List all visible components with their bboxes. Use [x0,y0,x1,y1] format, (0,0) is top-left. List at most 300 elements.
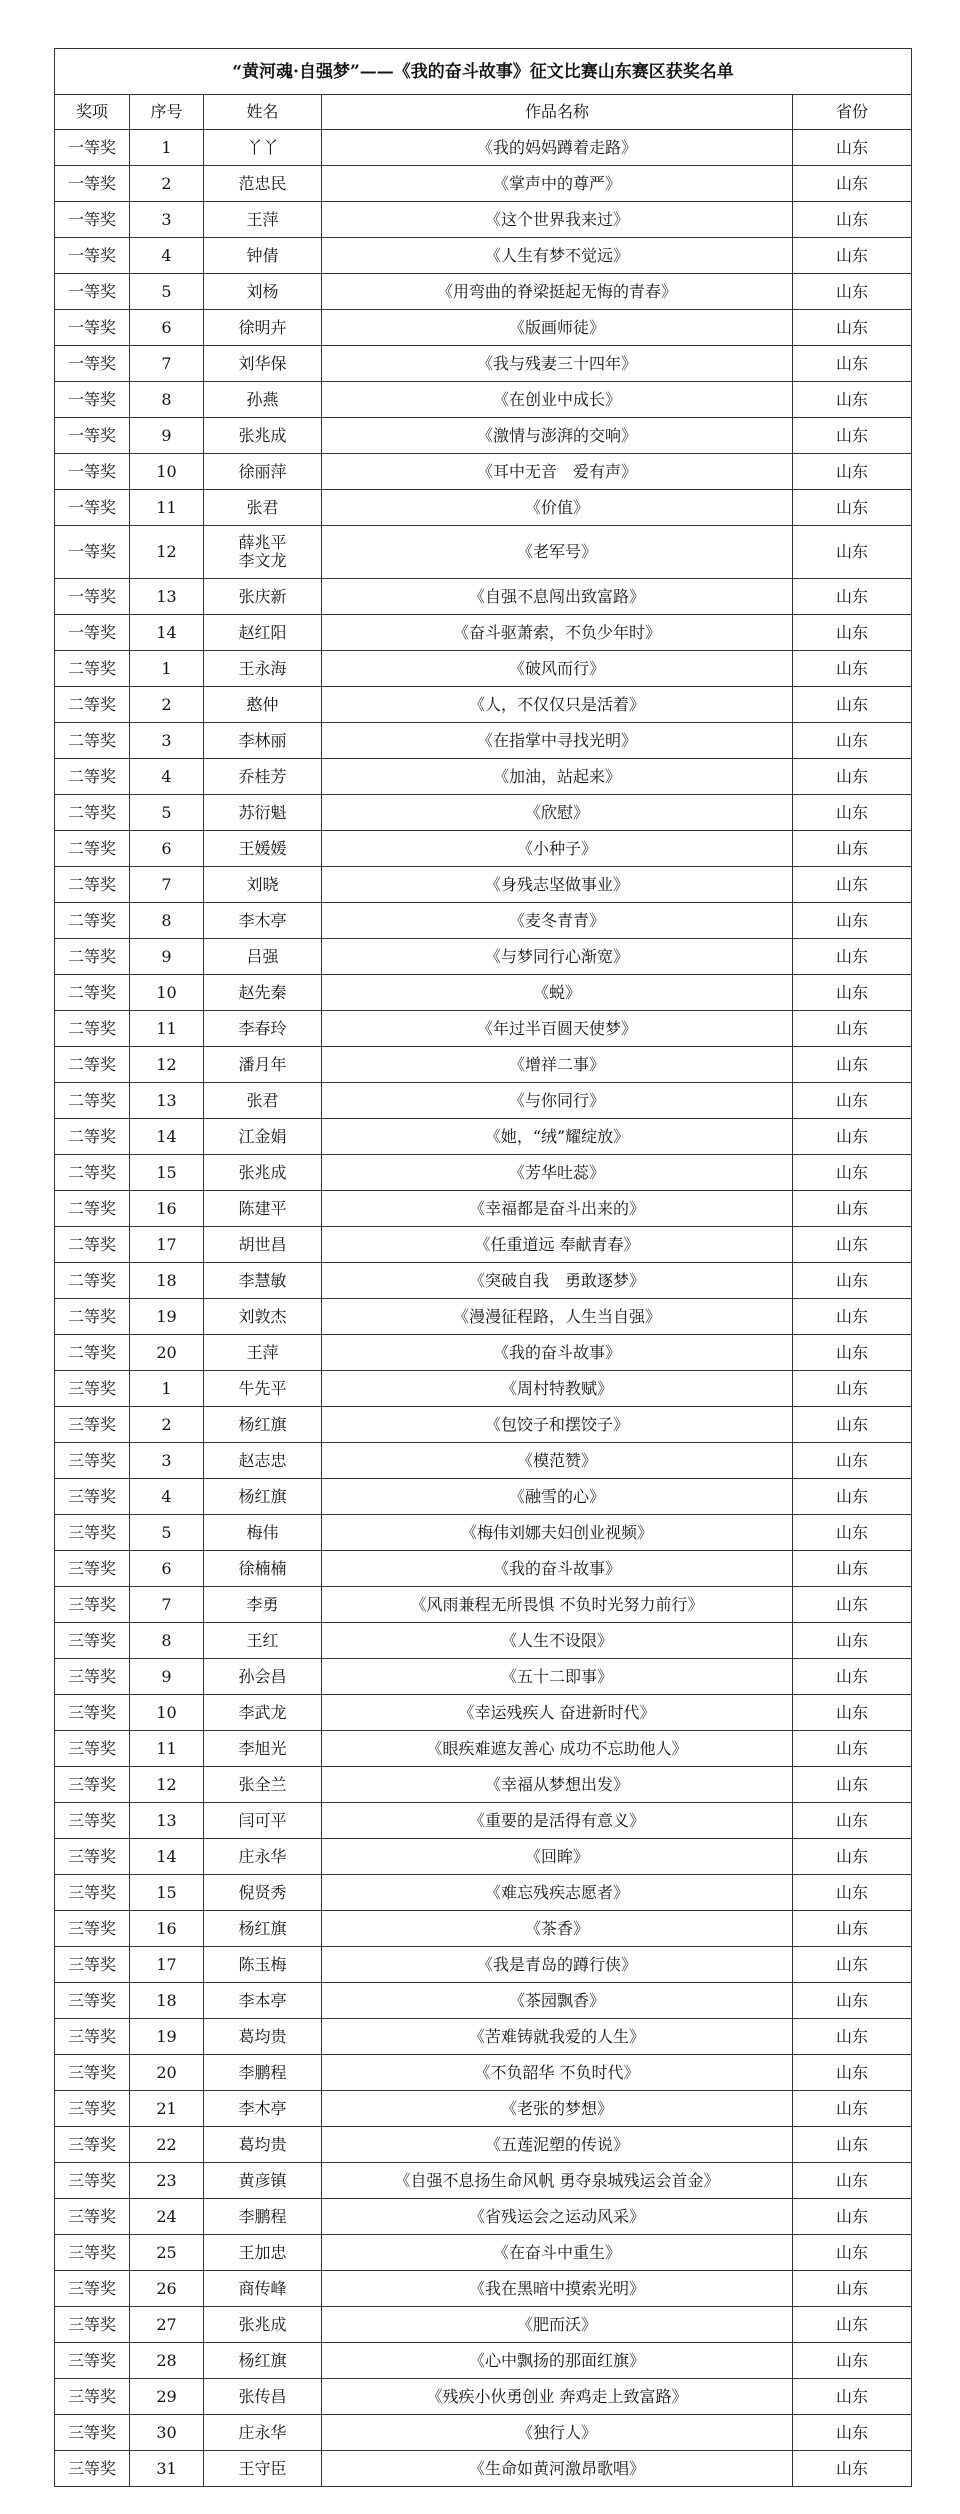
province-cell: 山东 [793,1335,912,1371]
award-cell: 三等奖 [55,2235,130,2271]
award-cell: 一等奖 [55,579,130,615]
name-cell [204,1515,322,1551]
number-cell: 23 [130,2163,204,2199]
number-cell: 27 [130,2307,204,2343]
name-cell [204,526,322,579]
number-cell: 1 [130,1371,204,1407]
work-title-cell: 《苦难铸就我爱的人生》 [322,2019,793,2055]
award-cell: 二等奖 [55,1335,130,1371]
participant-name: 黄彦镇 [238,2170,287,2190]
province-cell: 山东 [793,975,912,1011]
name-cell [204,1371,322,1407]
work-title-cell: 《她，“绒”耀绽放》 [322,1119,793,1155]
province-cell: 山东 [793,238,912,274]
work-title-cell: 《在奋斗中重生》 [322,2235,793,2271]
name-cell [204,795,322,831]
participant-name: 闫可平 [238,1810,287,1830]
number-cell: 3 [130,1443,204,1479]
table-row [55,2415,912,2451]
participant-name: 徐丽萍 [238,461,287,481]
participant-name: 李林丽 [238,730,287,750]
award-cell: 三等奖 [55,2127,130,2163]
province-cell: 山东 [793,310,912,346]
number-cell: 1 [130,651,204,687]
award-cell: 三等奖 [55,1407,130,1443]
table-row [55,130,912,166]
work-title-cell: 《我与残妻三十四年》 [322,346,793,382]
participant-name: 陈玉梅 [238,1954,287,1974]
award-cell: 二等奖 [55,1119,130,1155]
participant-name: 张兆成 [238,1162,287,1182]
number-cell: 20 [130,2055,204,2091]
number-cell: 11 [130,1731,204,1767]
table-row [55,2163,912,2199]
work-title-cell: 《梅伟刘娜夫妇创业视频》 [322,1515,793,1551]
work-title-cell: 《独行人》 [322,2415,793,2451]
award-cell: 三等奖 [55,1839,130,1875]
number-cell: 8 [130,903,204,939]
award-cell: 三等奖 [55,1911,130,1947]
name-cell [204,1659,322,1695]
award-cell: 二等奖 [55,1011,130,1047]
province-cell: 山东 [793,2199,912,2235]
province-cell: 山东 [793,130,912,166]
award-cell: 三等奖 [55,1731,130,1767]
province-cell: 山东 [793,1479,912,1515]
province-cell: 山东 [793,1803,912,1839]
participant-name: 胡世昌 [238,1234,287,1254]
name-cell [204,1875,322,1911]
award-table-body [55,49,912,2487]
work-title-cell: 《周村特教赋》 [322,1371,793,1407]
province-cell: 山东 [793,2271,912,2307]
title-row [55,49,912,95]
province-cell: 山东 [793,274,912,310]
number-cell: 22 [130,2127,204,2163]
table-row [55,1659,912,1695]
work-title-cell: 《省残运会之运动风采》 [322,2199,793,2235]
number-cell: 18 [130,1263,204,1299]
province-cell: 山东 [793,867,912,903]
table-row [55,1695,912,1731]
table-row [55,166,912,202]
name-cell [204,490,322,526]
number-cell: 12 [130,1767,204,1803]
participant-name: 徐明卉 [238,317,287,337]
table-row [55,2091,912,2127]
table-row [55,202,912,238]
table-row [55,310,912,346]
award-cell: 二等奖 [55,687,130,723]
award-cell: 一等奖 [55,526,130,579]
province-cell: 山东 [793,1911,912,1947]
name-cell [204,1443,322,1479]
name-cell [204,382,322,418]
participant-name: 王永海 [238,658,287,678]
award-list-sheet [54,48,911,2487]
participant-name: 张全兰 [238,1774,287,1794]
province-cell: 山东 [793,1839,912,1875]
province-cell: 山东 [793,687,912,723]
table-row [55,1191,912,1227]
award-cell: 二等奖 [55,939,130,975]
work-title-cell: 《突破自我 勇敢逐梦》 [322,1263,793,1299]
table-row [55,2127,912,2163]
award-cell: 二等奖 [55,1299,130,1335]
work-title-cell: 《自强不息扬生命风帆 勇夺泉城残运会首金》 [322,2163,793,2199]
work-title-cell: 《老张的梦想》 [322,2091,793,2127]
work-title-cell: 《自强不息闯出致富路》 [322,579,793,615]
table-row [55,1947,912,1983]
participant-name: 丫丫 [246,137,279,157]
number-cell: 3 [130,202,204,238]
province-cell: 山东 [793,2019,912,2055]
number-cell: 18 [130,1983,204,2019]
province-cell: 山东 [793,1551,912,1587]
number-cell: 14 [130,1839,204,1875]
number-cell: 4 [130,759,204,795]
participant-name: 杨红旗 [238,2350,287,2370]
name-cell [204,1479,322,1515]
province-cell: 山东 [793,939,912,975]
award-cell: 三等奖 [55,2343,130,2379]
award-cell: 三等奖 [55,1695,130,1731]
participant-name: 杨红旗 [238,1918,287,1938]
award-cell: 二等奖 [55,1263,130,1299]
award-cell: 三等奖 [55,2055,130,2091]
number-cell: 14 [130,1119,204,1155]
work-title-cell: 《回眸》 [322,1839,793,1875]
work-title-cell: 《心中飘扬的那面红旗》 [322,2343,793,2379]
work-title-cell: 《版画师徒》 [322,310,793,346]
name-cell [204,1695,322,1731]
participant-name: 潘月年 [238,1054,287,1074]
table-row [55,382,912,418]
number-cell: 31 [130,2451,204,2487]
table-row [55,1335,912,1371]
name-cell [204,238,322,274]
number-cell: 20 [130,1335,204,1371]
number-cell: 6 [130,831,204,867]
work-title-cell: 《破风而行》 [322,651,793,687]
header-row [55,95,912,130]
award-cell: 三等奖 [55,1443,130,1479]
number-cell: 14 [130,615,204,651]
name-cell [204,579,322,615]
name-cell [204,310,322,346]
table-row [55,1515,912,1551]
number-cell: 4 [130,238,204,274]
participant-name: 徐楠楠 [238,1558,287,1578]
name-cell [204,1335,322,1371]
award-cell: 三等奖 [55,2199,130,2235]
work-title-cell: 《幸福都是奋斗出来的》 [322,1191,793,1227]
table-row [55,454,912,490]
participant-name: 李木亭 [238,910,287,930]
award-cell: 二等奖 [55,795,130,831]
number-cell: 8 [130,382,204,418]
number-cell: 16 [130,1911,204,1947]
award-cell: 三等奖 [55,1803,130,1839]
province-cell: 山东 [793,1155,912,1191]
name-cell [204,2163,322,2199]
province-cell: 山东 [793,490,912,526]
table-row [55,490,912,526]
province-cell: 山东 [793,1191,912,1227]
participant-name: 王萍 [246,1342,279,1362]
participant-name: 刘晓 [246,874,279,894]
province-cell: 山东 [793,1011,912,1047]
column-header-province: 省份 [793,95,912,130]
participant-name: 张庆新 [238,586,287,606]
number-cell: 19 [130,1299,204,1335]
province-cell: 山东 [793,1587,912,1623]
province-cell: 山东 [793,1659,912,1695]
number-cell: 2 [130,166,204,202]
participant-name: 王萍 [246,209,279,229]
award-cell: 二等奖 [55,1083,130,1119]
table-row [55,579,912,615]
table-row [55,1551,912,1587]
province-cell: 山东 [793,1767,912,1803]
number-cell: 5 [130,274,204,310]
province-cell: 山东 [793,1947,912,1983]
number-cell: 30 [130,2415,204,2451]
award-cell: 二等奖 [55,903,130,939]
work-title-cell: 《欣慰》 [322,795,793,831]
participant-name: 李木亭 [238,2098,287,2118]
work-title-cell: 《重要的是活得有意义》 [322,1803,793,1839]
work-title-cell: 《小种子》 [322,831,793,867]
number-cell: 28 [130,2343,204,2379]
award-cell: 一等奖 [55,454,130,490]
award-cell: 三等奖 [55,1767,130,1803]
table-row [55,2451,912,2487]
work-title-cell: 《加油，站起来》 [322,759,793,795]
participant-name: 李鹏程 [238,2062,287,2082]
table-row [55,795,912,831]
participant-name: 葛均贵 [238,2134,287,2154]
column-header-number: 序号 [130,95,204,130]
table-row [55,1299,912,1335]
participant-name: 吕强 [246,946,279,966]
name-cell [204,2199,322,2235]
work-title-cell: 《年过半百圆天使梦》 [322,1011,793,1047]
column-header-award: 奖项 [55,95,130,130]
number-cell: 7 [130,1587,204,1623]
participant-name: 张兆成 [238,2314,287,2334]
number-cell: 9 [130,939,204,975]
work-title-cell: 《奋斗驱萧索，不负少年时》 [322,615,793,651]
participant-name: 苏衍魁 [238,802,287,822]
award-cell: 三等奖 [55,2091,130,2127]
participant-name: 王加忠 [238,2242,287,2262]
participant-name: 李本亭 [238,1990,287,2010]
number-cell: 13 [130,579,204,615]
name-cell [204,687,322,723]
work-title-cell: 《在指掌中寻找光明》 [322,723,793,759]
table-row [55,1443,912,1479]
province-cell: 山东 [793,723,912,759]
table-row [55,2271,912,2307]
province-cell: 山东 [793,166,912,202]
number-cell: 11 [130,1011,204,1047]
work-title-cell: 《老军号》 [322,526,793,579]
work-title-cell: 《身残志坚做事业》 [322,867,793,903]
number-cell: 24 [130,2199,204,2235]
province-cell: 山东 [793,1407,912,1443]
province-cell: 山东 [793,418,912,454]
award-cell: 一等奖 [55,418,130,454]
award-cell: 三等奖 [55,2163,130,2199]
name-cell [204,1119,322,1155]
province-cell: 山东 [793,2127,912,2163]
participant-name: 憨仲 [246,694,279,714]
province-cell: 山东 [793,2415,912,2451]
province-cell: 山东 [793,2307,912,2343]
name-cell [204,1911,322,1947]
award-cell: 三等奖 [55,1875,130,1911]
name-cell [204,2127,322,2163]
work-title-cell: 《幸运残疾人 奋进新时代》 [322,1695,793,1731]
name-cell [204,1767,322,1803]
province-cell: 山东 [793,2091,912,2127]
name-cell [204,1731,322,1767]
name-cell [204,1803,322,1839]
participant-name: 李慧敏 [238,1270,287,1290]
name-cell [204,831,322,867]
table-row [55,238,912,274]
number-cell: 9 [130,418,204,454]
name-cell [204,2415,322,2451]
work-title-cell: 《芳华吐蕊》 [322,1155,793,1191]
participant-name: 牛先平 [238,1378,287,1398]
table-row [55,1119,912,1155]
work-title-cell: 《麦冬青青》 [322,903,793,939]
participant-name: 孙会昌 [238,1666,287,1686]
award-cell: 二等奖 [55,831,130,867]
work-title-cell: 《掌声中的尊严》 [322,166,793,202]
name-cell [204,346,322,382]
work-title-cell: 《包饺子和摆饺子》 [322,1407,793,1443]
province-cell: 山东 [793,1731,912,1767]
name-cell [204,2019,322,2055]
name-cell [204,2307,322,2343]
province-cell: 山东 [793,831,912,867]
table-row [55,651,912,687]
work-title-cell: 《激情与澎湃的交响》 [322,418,793,454]
table-row [55,1083,912,1119]
number-cell: 2 [130,687,204,723]
number-cell: 7 [130,346,204,382]
participant-name: 张君 [246,1090,279,1110]
number-cell: 16 [130,1191,204,1227]
table-row [55,526,912,579]
province-cell: 山东 [793,1371,912,1407]
participant-name: 钟倩 [246,245,279,265]
participant-name: 梅伟 [246,1522,279,1542]
participant-name: 赵先秦 [238,982,287,1002]
name-cell [204,975,322,1011]
table-row [55,1155,912,1191]
participant-name: 薛兆平 [238,533,287,552]
participant-name: 刘杨 [246,281,279,301]
number-cell: 25 [130,2235,204,2271]
work-title-cell: 《我的奋斗故事》 [322,1551,793,1587]
work-title-cell: 《价值》 [322,490,793,526]
province-cell: 山东 [793,202,912,238]
participant-name: 杨红旗 [238,1414,287,1434]
name-cell [204,1227,322,1263]
award-cell: 三等奖 [55,1479,130,1515]
province-cell: 山东 [793,1443,912,1479]
table-row [55,903,912,939]
name-cell [204,202,322,238]
table-row [55,1839,912,1875]
number-cell: 17 [130,1947,204,1983]
award-cell: 二等奖 [55,1227,130,1263]
work-title-cell: 《五十二即事》 [322,1659,793,1695]
table-row [55,346,912,382]
award-cell: 二等奖 [55,975,130,1011]
name-cell [204,903,322,939]
award-cell: 三等奖 [55,2451,130,2487]
name-cell [204,1551,322,1587]
award-cell: 一等奖 [55,382,130,418]
work-title-cell: 《在创业中成长》 [322,382,793,418]
participant-name: 杨红旗 [238,1486,287,1506]
award-cell: 一等奖 [55,202,130,238]
work-title-cell: 《肥而沃》 [322,2307,793,2343]
table-row [55,1371,912,1407]
table-row [55,1263,912,1299]
name-cell [204,166,322,202]
award-cell: 一等奖 [55,310,130,346]
table-row [55,2199,912,2235]
work-title-cell: 《任重道远 奉献青春》 [322,1227,793,1263]
province-cell: 山东 [793,2163,912,2199]
work-title-cell: 《难忘残疾志愿者》 [322,1875,793,1911]
participant-name: 李勇 [246,1594,279,1614]
number-cell: 15 [130,1875,204,1911]
participant-name: 陈建平 [238,1198,287,1218]
work-title-cell: 《模范赞》 [322,1443,793,1479]
award-cell: 一等奖 [55,346,130,382]
province-cell: 山东 [793,2343,912,2379]
table-row [55,2055,912,2091]
award-cell: 二等奖 [55,723,130,759]
province-cell: 山东 [793,1263,912,1299]
name-cell [204,615,322,651]
name-cell [204,759,322,795]
table-row [55,1011,912,1047]
award-cell: 三等奖 [55,1371,130,1407]
participant-name: 乔桂芳 [238,766,287,786]
name-cell [204,1047,322,1083]
award-cell: 三等奖 [55,1551,130,1587]
work-title-cell: 《残疾小伙勇创业 奔鸡走上致富路》 [322,2379,793,2415]
participant-name: 王媛媛 [238,838,287,858]
award-cell: 二等奖 [55,1047,130,1083]
participant-name: 张兆成 [238,425,287,445]
participant-name: 张君 [246,497,279,517]
participant-name: 王守臣 [238,2458,287,2478]
number-cell: 29 [130,2379,204,2415]
table-row [55,274,912,310]
number-cell: 17 [130,1227,204,1263]
number-cell: 5 [130,795,204,831]
award-cell: 三等奖 [55,2271,130,2307]
